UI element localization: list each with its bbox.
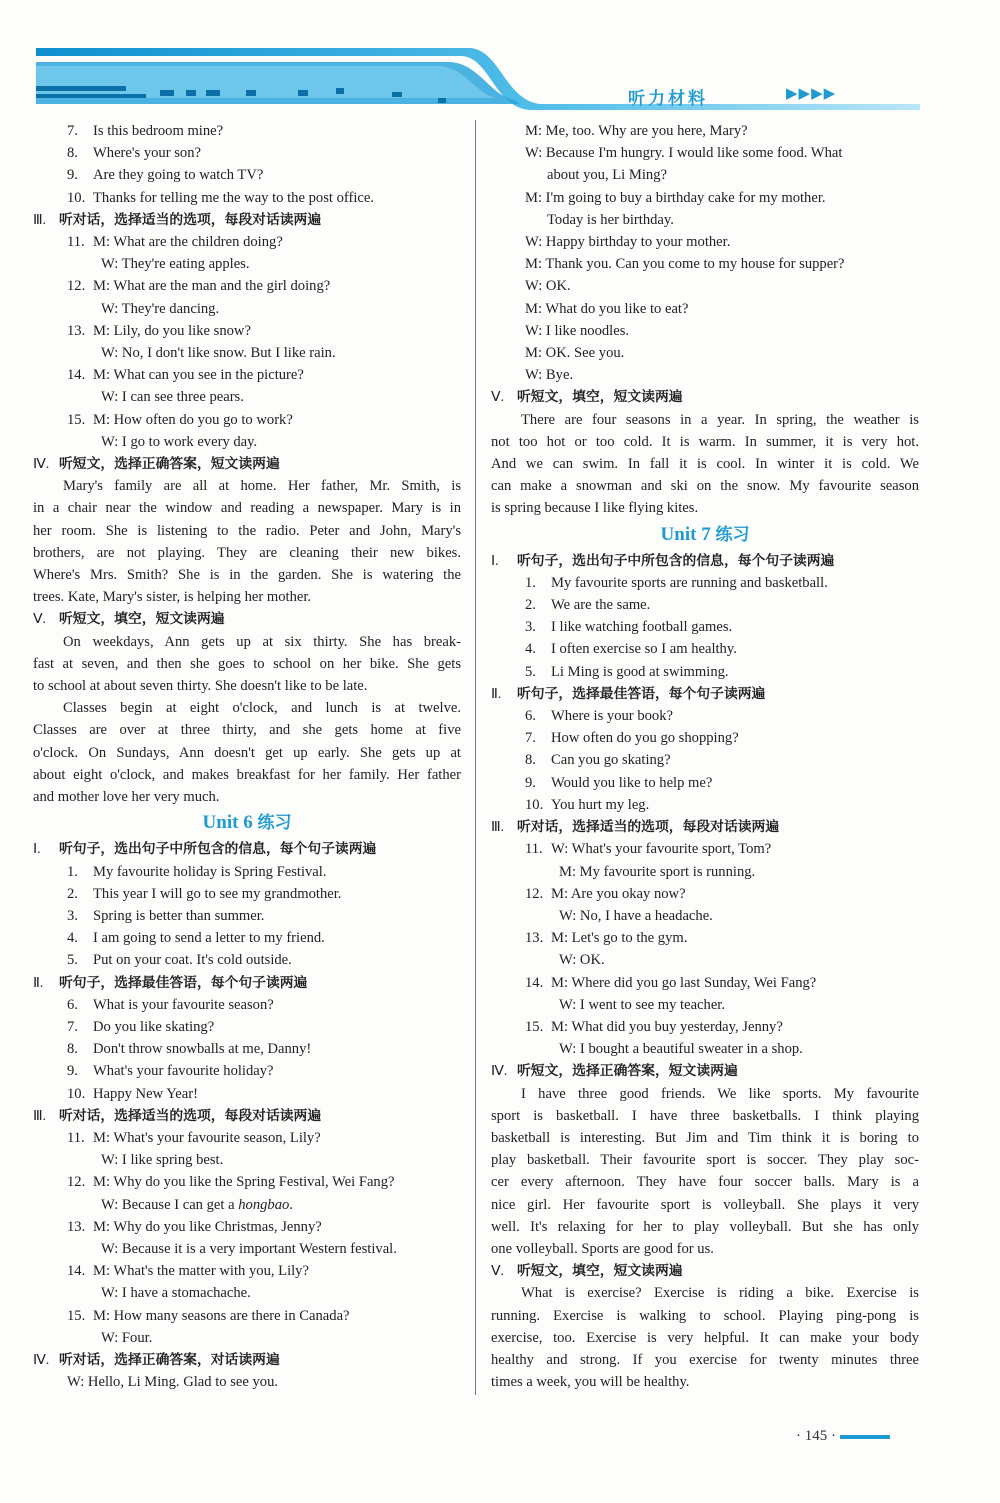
unit-name: Unit 7 <box>660 523 716 545</box>
list-item <box>33 905 461 927</box>
item-number: 7. <box>67 1018 78 1035</box>
column-divider <box>475 120 476 1395</box>
left-column <box>33 120 461 1393</box>
item-text: How often do you go shopping? <box>551 730 739 747</box>
item-text: Li Ming is good at swimming. <box>551 663 729 680</box>
paragraph-line: basketball is interesting. But Jim and Tim think it is boring to <box>491 1129 919 1146</box>
item-text: M: What can you see in the picture? <box>93 367 304 384</box>
item-text: M: Are you okay now? <box>551 885 686 902</box>
dialogue-line: W: Happy birthday to your mother. <box>525 234 731 251</box>
dialogue-line: W: Because I can get a hongbao. <box>101 1196 293 1213</box>
list-item <box>491 927 919 949</box>
list-item <box>491 594 919 616</box>
item-text: Where's your son? <box>93 145 201 162</box>
list-item <box>33 1305 461 1327</box>
item-number: 11. <box>525 841 543 858</box>
list-item <box>33 164 461 186</box>
section-instruction: 听短文，填空，短文读两遍 <box>517 389 683 406</box>
item-number: 8. <box>67 145 78 162</box>
dialogue-line: M: What do you like to eat? <box>525 300 689 317</box>
paragraph-line: her room. She is listening to the radio. Peter and John, Mary's <box>33 522 461 539</box>
dialogue-line: W: They're dancing. <box>101 300 220 317</box>
section-instruction: 听对话，选择适当的选项，每段对话读两遍 <box>59 1107 322 1124</box>
section-instruction: 听对话，选择正确答案，对话读两遍 <box>59 1351 280 1368</box>
item-number: 13. <box>525 930 544 947</box>
paragraph-line: about eight o'clock, and makes breakfast for her family. Her father <box>33 766 461 783</box>
list-item <box>491 616 919 638</box>
dialogue-line: M: My favourite sport is running. <box>559 863 756 880</box>
section-instruction: 听短文，填空，短文读两遍 <box>59 611 225 628</box>
list-item <box>33 409 461 431</box>
section-heading <box>491 816 919 838</box>
paragraph-line: sport is basketball. I have three basketballs. I think playing <box>491 1107 919 1124</box>
item-text: Where is your book? <box>551 708 673 725</box>
section-numeral: Ⅳ. <box>33 1351 50 1367</box>
item-text: Spring is better than summer. <box>93 907 265 924</box>
section-instruction: 听短文，选择正确答案，短文读两遍 <box>59 456 280 473</box>
list-item <box>33 1260 461 1282</box>
section-heading <box>491 550 919 572</box>
section-heading <box>33 838 461 860</box>
paragraph-line: Where's Mrs. Smith? She is in the garden. She is watering the <box>33 567 461 584</box>
item-number: 8. <box>525 752 536 769</box>
item-text: Put on your coat. It's cold outside. <box>93 952 292 969</box>
item-text: M: Let's go to the gym. <box>551 930 688 947</box>
item-text: M: How many seasons are there in Canada? <box>93 1307 350 1324</box>
item-number: 13. <box>67 1218 86 1235</box>
item-number: 4. <box>525 641 536 658</box>
item-number: 12. <box>525 885 544 902</box>
dialogue-line: M: I'm going to buy a birthday cake for my mother. <box>525 189 826 206</box>
section-numeral: Ⅰ. <box>33 841 41 857</box>
paragraph-line: Classes are over at three thirty, and she gets home at five <box>33 722 461 739</box>
paragraph-line: nice girl. Her favourite sport is volleyball. She plays it very <box>491 1196 919 1213</box>
section-numeral: Ⅲ. <box>33 1107 46 1123</box>
item-text: M: Lily, do you like snow? <box>93 322 251 339</box>
dialogue-line: W: I bought a beautiful sweater in a shop. <box>559 1041 803 1058</box>
section-heading <box>491 386 919 408</box>
paragraph-line: o'clock. On Sundays, Ann doesn't get up early. She gets up at <box>33 744 461 761</box>
list-item <box>33 142 461 164</box>
paragraph-line: in a chair near the window and reading a newspaper. Mary is in <box>33 500 461 517</box>
list-item <box>33 1060 461 1082</box>
dialogue-line: W: They're eating apples. <box>101 256 250 273</box>
section-instruction: 听短文，填空，短文读两遍 <box>517 1263 683 1280</box>
header-banner <box>0 0 1000 120</box>
item-text: M: What did you buy yesterday, Jenny? <box>551 1018 783 1035</box>
list-item <box>491 749 919 771</box>
dialogue-line: M: OK. See you. <box>525 345 625 362</box>
item-text: Are they going to watch TV? <box>93 167 264 184</box>
item-text: You hurt my leg. <box>551 796 650 813</box>
item-text: My favourite holiday is Spring Festival. <box>93 863 327 880</box>
paragraph-line: trees. Kate, Mary's sister, is helping her mother. <box>33 589 312 606</box>
item-text: M: Why do you like the Spring Festival, Wei Fang? <box>93 1174 395 1191</box>
item-number: 5. <box>67 952 78 969</box>
paragraph <box>33 697 461 808</box>
list-item <box>33 320 461 342</box>
unit-name: Unit 6 <box>202 812 258 834</box>
paragraph <box>491 409 919 520</box>
item-text: This year I will go to see my grandmother. <box>93 885 342 902</box>
dialogue-line: M: Thank you. Can you come to my house for supper? <box>525 256 845 273</box>
dialogue-line: W: Because it is a very important Western festival. <box>101 1240 397 1257</box>
list-item <box>491 1016 919 1038</box>
list-item <box>33 927 461 949</box>
paragraph-line: is spring because I like flying kites. <box>491 500 699 517</box>
item-number: 3. <box>67 907 78 924</box>
list-item <box>33 1216 461 1238</box>
item-number: 9. <box>67 167 78 184</box>
dialogue-continuation: Today is her birthday. <box>547 211 674 228</box>
item-text: Don't throw snowballs at me, Danny! <box>93 1041 312 1058</box>
item-number: 15. <box>525 1018 544 1035</box>
list-item <box>491 794 919 816</box>
section-heading <box>33 1105 461 1127</box>
item-number: 10. <box>67 1085 86 1102</box>
dialogue-line: W: Four. <box>101 1329 153 1346</box>
paragraph-line: What is exercise? Exercise is riding a bike. Exercise is <box>521 1285 919 1302</box>
list-item <box>491 572 919 594</box>
item-number: 1. <box>525 574 536 591</box>
dialogue-line: W: I like noodles. <box>525 322 630 339</box>
item-text: Is this bedroom mine? <box>93 123 224 139</box>
unit-title <box>33 808 461 838</box>
page-header <box>0 0 1000 120</box>
section-heading <box>33 453 461 475</box>
list-item <box>33 1083 461 1105</box>
item-text: M: What are the man and the girl doing? <box>93 278 331 295</box>
dialogue-line: W: I went to see my teacher. <box>559 996 726 1013</box>
paragraph-line: healthy and strong. If you exercise for twenty minutes three <box>491 1351 919 1368</box>
list-item <box>33 1171 461 1193</box>
dialogue-line: W: No, I don't like snow. But I like rain. <box>101 345 336 362</box>
item-number: 10. <box>67 189 86 206</box>
item-number: 12. <box>67 278 86 295</box>
section-instruction: 听对话，选择适当的选项，每段对话读两遍 <box>517 819 780 836</box>
paragraph-line: times a week, you will be healthy. <box>491 1374 690 1391</box>
list-item <box>33 187 461 209</box>
item-text: I often exercise so I am healthy. <box>551 641 737 658</box>
section-numeral: Ⅲ. <box>491 819 504 835</box>
list-item <box>491 638 919 660</box>
paragraph-line: and mother love her very much. <box>33 789 220 806</box>
item-text: Would you like to help me? <box>551 774 713 791</box>
list-item <box>33 120 461 142</box>
paragraph-line: fast at seven, and then she goes to school on her bike. She gets <box>33 655 461 672</box>
arrow-icon: ▶▶▶▶ <box>786 86 837 102</box>
paragraph-line: running. Exercise is walking to school. Playing ping-pong is <box>491 1307 919 1324</box>
list-item <box>491 772 919 794</box>
list-item <box>33 861 461 883</box>
page-number: · 145 · <box>796 1428 890 1445</box>
paragraph-line: I have three good friends. We like sports. My favourite <box>521 1085 919 1102</box>
item-text: We are the same. <box>551 597 651 614</box>
paragraph-line: one volleyball. Sports are good for us. <box>491 1240 714 1257</box>
dialogue-line: W: Because I'm hungry. I would like some food. What <box>525 145 843 162</box>
item-number: 14. <box>67 1263 86 1280</box>
dialogue-line: W: No, I have a headache. <box>559 907 713 924</box>
item-number: 2. <box>67 885 78 902</box>
section-instruction: 听短文，选择正确答案，短文读两遍 <box>517 1063 738 1080</box>
section-instruction: 听句子，选择最佳答语，每个句子读两遍 <box>59 974 308 991</box>
dialogue-line: W: I have a stomachache. <box>101 1285 251 1302</box>
item-number: 13. <box>67 322 86 339</box>
section-numeral: Ⅳ. <box>33 456 50 472</box>
item-text: What's your favourite holiday? <box>93 1063 274 1080</box>
item-number: 9. <box>525 774 536 791</box>
section-instruction: 听对话，选择适当的选项，每段对话读两遍 <box>59 211 322 228</box>
section-instruction: 听句子，选择最佳答语，每个句子读两遍 <box>517 685 766 702</box>
unit-title <box>491 520 919 550</box>
item-number: 7. <box>67 123 78 139</box>
item-text: Can you go skating? <box>551 752 671 769</box>
item-text: My favourite sports are running and basketball. <box>551 574 828 591</box>
section-numeral: Ⅴ. <box>491 389 504 405</box>
item-text: I like watching football games. <box>551 619 733 636</box>
item-number: 15. <box>67 411 86 428</box>
section-heading <box>33 608 461 630</box>
section-heading <box>33 1349 461 1371</box>
unit-label: 练习 <box>257 813 292 834</box>
paragraph-line: play basketball. Their favourite sport is soccer. They play soc- <box>491 1152 919 1169</box>
section-numeral: Ⅲ. <box>33 211 46 227</box>
item-text: M: What's the matter with you, Lily? <box>93 1263 309 1280</box>
dialogue-line: W: OK. <box>559 952 605 969</box>
paragraph-line: not too hot or too cold. It is warm. In summer, it is very hot. <box>491 433 919 450</box>
item-number: 15. <box>67 1307 86 1324</box>
dialogue-line: M: Me, too. Why are you here, Mary? <box>525 123 748 139</box>
section-numeral: Ⅰ. <box>491 552 499 568</box>
item-number: 4. <box>67 930 78 947</box>
item-text: M: What are the children doing? <box>93 234 283 251</box>
dialogue-line: W: Bye. <box>525 367 574 384</box>
list-item <box>33 1127 461 1149</box>
list-item <box>491 972 919 994</box>
dialogue-line: W: OK. <box>525 278 571 295</box>
list-item <box>33 883 461 905</box>
item-text: M: How often do you go to work? <box>93 411 293 428</box>
section-heading <box>33 972 461 994</box>
paragraph-line: to school at about seven thirty. She doesn't like to be late. <box>33 678 368 695</box>
item-number: 10. <box>525 796 544 813</box>
section-numeral: Ⅴ. <box>491 1263 504 1279</box>
paragraph-line: well. It's relaxing for her to play volleyball. But she has only <box>491 1218 919 1235</box>
paragraph <box>491 1282 919 1393</box>
list-item <box>33 364 461 386</box>
paragraph <box>33 475 461 608</box>
list-item <box>33 1016 461 1038</box>
item-number: 1. <box>67 863 78 880</box>
item-number: 11. <box>67 1129 85 1146</box>
item-number: 6. <box>525 708 536 725</box>
item-text: What is your favourite season? <box>93 996 274 1013</box>
item-number: 5. <box>525 663 536 680</box>
paragraph-line: And we can swim. In fall it is cool. In winter it is cold. We <box>491 456 919 473</box>
right-column <box>491 120 919 1393</box>
item-number: 14. <box>67 367 86 384</box>
list-item <box>33 275 461 297</box>
list-item <box>33 1038 461 1060</box>
item-text: W: What's your favourite sport, Tom? <box>551 841 772 858</box>
item-number: 2. <box>525 597 536 614</box>
list-item <box>491 705 919 727</box>
paragraph-line: On weekdays, Ann gets up at six thirty. She has break- <box>63 633 461 650</box>
item-text: M: Why do you like Christmas, Jenny? <box>93 1218 322 1235</box>
item-number: 9. <box>67 1063 78 1080</box>
paragraph-line: cer every afternoon. They have four soccer balls. Mary is a <box>491 1174 919 1191</box>
section-heading <box>491 1060 919 1082</box>
item-text: Happy New Year! <box>93 1085 198 1102</box>
item-number: 7. <box>525 730 536 747</box>
item-number: 11. <box>67 234 85 251</box>
item-text: Do you like skating? <box>93 1018 215 1035</box>
section-instruction: 听句子，选出句子中所包含的信息，每个句子读两遍 <box>517 552 835 569</box>
section-instruction: 听句子，选出句子中所包含的信息，每个句子读两遍 <box>59 841 377 858</box>
page-number-bar <box>840 1435 890 1439</box>
list-item <box>33 994 461 1016</box>
paragraph-line: brothers, are not playing. They are cleaning their new bikes. <box>33 544 461 561</box>
item-text: Thanks for telling me the way to the post office. <box>93 189 374 206</box>
item-text: I am going to send a letter to my friend. <box>93 930 325 947</box>
item-text: M: What's your favourite season, Lily? <box>93 1129 321 1146</box>
section-numeral: Ⅱ. <box>33 974 44 990</box>
paragraph-line: can make a snowman and ski on the snow. My favourite season <box>491 478 919 495</box>
section-numeral: Ⅴ. <box>33 611 46 627</box>
dialogue-line: W: I like spring best. <box>101 1152 224 1169</box>
italic-word: hongbao <box>238 1196 290 1213</box>
paragraph-line: There are four seasons in a year. In spring, the weather is <box>521 411 919 428</box>
item-number: 3. <box>525 619 536 636</box>
item-number: 12. <box>67 1174 86 1191</box>
dialogue-line: W: Hello, Li Ming. Glad to see you. <box>67 1374 279 1391</box>
list-item <box>491 838 919 860</box>
section-heading <box>491 683 919 705</box>
list-item <box>491 661 919 683</box>
dialogue-line: W: I can see three pears. <box>101 389 244 406</box>
dialogue-line: W: I go to work every day. <box>101 433 258 450</box>
section-heading <box>491 1260 919 1282</box>
list-item <box>33 949 461 971</box>
dialogue-continuation: about you, Li Ming? <box>547 167 667 184</box>
item-number: 8. <box>67 1041 78 1058</box>
paragraph-line: Classes begin at eight o'clock, and lunch is at twelve. <box>63 700 461 717</box>
section-title: 听力材料 <box>628 89 708 109</box>
list-item <box>33 231 461 253</box>
section-numeral: Ⅳ. <box>491 1063 508 1079</box>
list-item <box>491 727 919 749</box>
section-numeral: Ⅱ. <box>491 685 502 701</box>
item-text: M: Where did you go last Sunday, Wei Fang? <box>551 974 817 991</box>
section-heading <box>33 209 461 231</box>
item-number: 14. <box>525 974 544 991</box>
list-item <box>491 883 919 905</box>
paragraph <box>33 631 461 698</box>
unit-label: 练习 <box>715 524 750 545</box>
paragraph-line: exercise, too. Exercise is very helpful. It can make your body <box>491 1329 919 1346</box>
item-number: 6. <box>67 996 78 1013</box>
paragraph <box>491 1083 919 1261</box>
paragraph-line: Mary's family are all at home. Her father, Mr. Smith, is <box>63 478 461 495</box>
